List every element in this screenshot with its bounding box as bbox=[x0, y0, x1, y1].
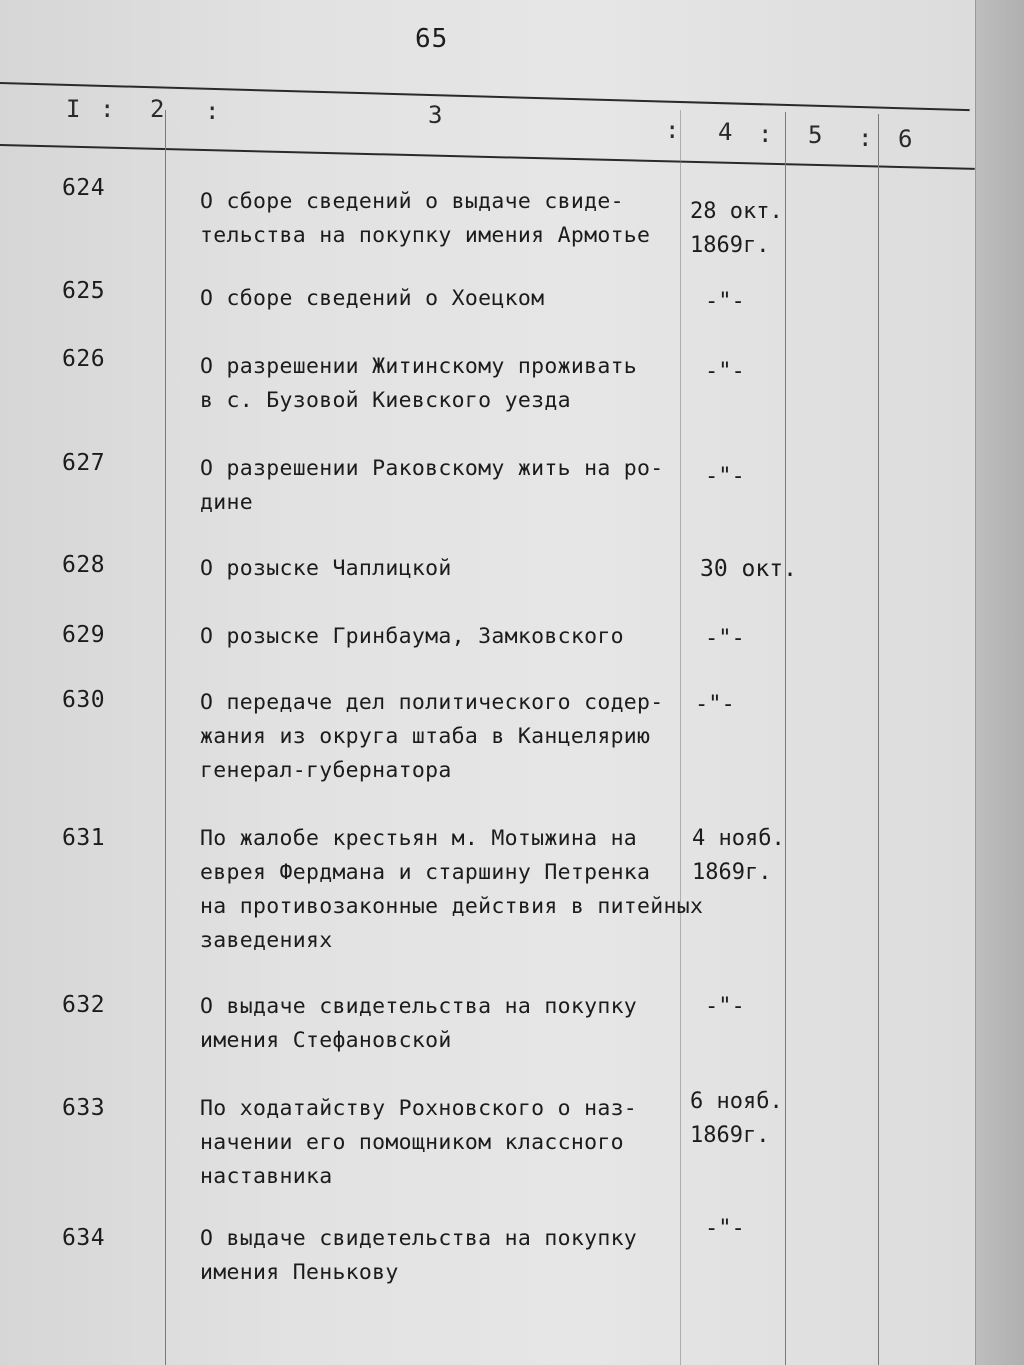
entry-number: 628 bbox=[62, 552, 106, 578]
entry-text-line: дине bbox=[200, 490, 253, 515]
entry-text-line: О передаче дел политического содер- bbox=[200, 690, 664, 715]
entry-date bbox=[705, 622, 745, 656]
entry-date-line: 6 нояб. bbox=[690, 1089, 783, 1114]
entry-date-line: 28 окт. bbox=[690, 199, 783, 224]
column-separator-mark: : bbox=[758, 120, 773, 148]
entry-description bbox=[200, 990, 690, 1058]
header-rule-bottom bbox=[0, 144, 975, 170]
entry-number: 627 bbox=[62, 450, 106, 476]
entry-date-line: 30 окт. bbox=[700, 556, 797, 582]
column-separator-mark: : bbox=[858, 124, 873, 152]
entry-description bbox=[200, 185, 690, 253]
entry-date bbox=[705, 1212, 745, 1246]
entry-text-line: имения Стефановской bbox=[200, 1028, 452, 1053]
entry-date bbox=[705, 990, 745, 1024]
entry-description bbox=[200, 1092, 690, 1194]
entry-number: 629 bbox=[62, 622, 106, 648]
page-edge-shadow bbox=[975, 0, 1024, 1365]
entry-number: 634 bbox=[62, 1225, 106, 1251]
entry-text-line: О разрешении Житинскому проживать bbox=[200, 354, 638, 379]
entry-text-line: начении его помощником классного bbox=[200, 1130, 624, 1155]
entry-description bbox=[200, 282, 690, 316]
entry-text-line: По ходатайству Рохновского о наз- bbox=[200, 1096, 638, 1121]
header-rule-top bbox=[0, 82, 970, 111]
entry-number: 633 bbox=[62, 1095, 106, 1121]
entry-text-line: генерал-губернатора bbox=[200, 758, 452, 783]
entry-text-line: на противозаконные действия в питейных bbox=[200, 894, 704, 919]
entry-date-line: -"- bbox=[705, 359, 745, 384]
entry-text-line: О выдаче свидетельства на покупку bbox=[200, 1226, 638, 1251]
entry-date-line: 1869г. bbox=[690, 1123, 770, 1148]
entry-date-line: -"- bbox=[705, 994, 745, 1019]
entry-text-line: О сборе сведений о Хоецком bbox=[200, 286, 545, 311]
entry-date bbox=[705, 355, 745, 389]
entry-date-line: 4 нояб. bbox=[692, 826, 785, 851]
entry-date-line: -"- bbox=[695, 692, 735, 717]
column-separator-mark: : bbox=[100, 95, 115, 123]
entry-number: 632 bbox=[62, 992, 106, 1018]
entry-date bbox=[692, 822, 785, 890]
entry-text-line: тельства на покупку имения Армотье bbox=[200, 223, 651, 248]
entry-number: 630 bbox=[62, 687, 106, 713]
entry-text-line: О выдаче свидетельства на покупку bbox=[200, 994, 638, 1019]
entry-text-line: О разрешении Раковскому жить на ро- bbox=[200, 456, 664, 481]
entry-text-line: жания из округа штаба в Канцелярию bbox=[200, 724, 651, 749]
entry-description bbox=[200, 350, 690, 418]
entry-text-line: О розыске Чаплицкой bbox=[200, 556, 452, 581]
entry-text-line: О сборе сведений о выдаче свиде- bbox=[200, 189, 624, 214]
entry-description bbox=[200, 822, 704, 958]
column-number: 2 bbox=[150, 95, 165, 123]
column-divider bbox=[165, 110, 166, 1365]
entry-description bbox=[200, 1222, 690, 1290]
column-separator-mark: : bbox=[665, 116, 680, 144]
entry-text-line: О розыске Гринбаума, Замковского bbox=[200, 624, 624, 649]
entry-text-line: имения Пенькову bbox=[200, 1260, 399, 1285]
entry-text-line: еврея Фердмана и старшину Петренка bbox=[200, 860, 651, 885]
entry-date bbox=[700, 552, 797, 586]
entry-number: 625 bbox=[62, 278, 106, 304]
entry-date bbox=[695, 688, 735, 722]
entry-number: 631 bbox=[62, 825, 106, 851]
column-number: I bbox=[66, 95, 81, 123]
entry-date bbox=[705, 460, 745, 494]
column-separator-mark: : bbox=[205, 97, 220, 125]
column-number: 4 bbox=[718, 118, 733, 146]
entry-date-line: -"- bbox=[705, 289, 745, 314]
column-number: 3 bbox=[428, 101, 443, 129]
entry-date bbox=[690, 195, 783, 263]
column-number: 5 bbox=[808, 121, 823, 149]
entry-number: 624 bbox=[62, 175, 106, 201]
entry-date-line: -"- bbox=[705, 626, 745, 651]
entry-description bbox=[200, 552, 690, 586]
entry-description bbox=[200, 620, 690, 654]
entry-date bbox=[705, 285, 745, 319]
entry-description bbox=[200, 686, 690, 788]
column-number: 6 bbox=[898, 125, 913, 153]
entry-date-line: -"- bbox=[705, 1216, 745, 1241]
entry-text-line: По жалобе крестьян м. Мотыжина на bbox=[200, 826, 638, 851]
entry-text-line: в с. Бузовой Киевского уезда bbox=[200, 388, 571, 413]
column-divider bbox=[878, 114, 879, 1365]
entry-date-line: 1869г. bbox=[690, 233, 770, 258]
column-divider bbox=[785, 112, 786, 1365]
entry-text-line: наставника bbox=[200, 1164, 333, 1189]
entry-date bbox=[690, 1085, 783, 1153]
entry-text-line: заведениях bbox=[200, 928, 333, 953]
entry-date-line: -"- bbox=[705, 464, 745, 489]
page-number: 65 bbox=[415, 24, 449, 54]
entry-description bbox=[200, 452, 690, 520]
entry-date-line: 1869г. bbox=[692, 860, 772, 885]
entry-number: 626 bbox=[62, 346, 106, 372]
